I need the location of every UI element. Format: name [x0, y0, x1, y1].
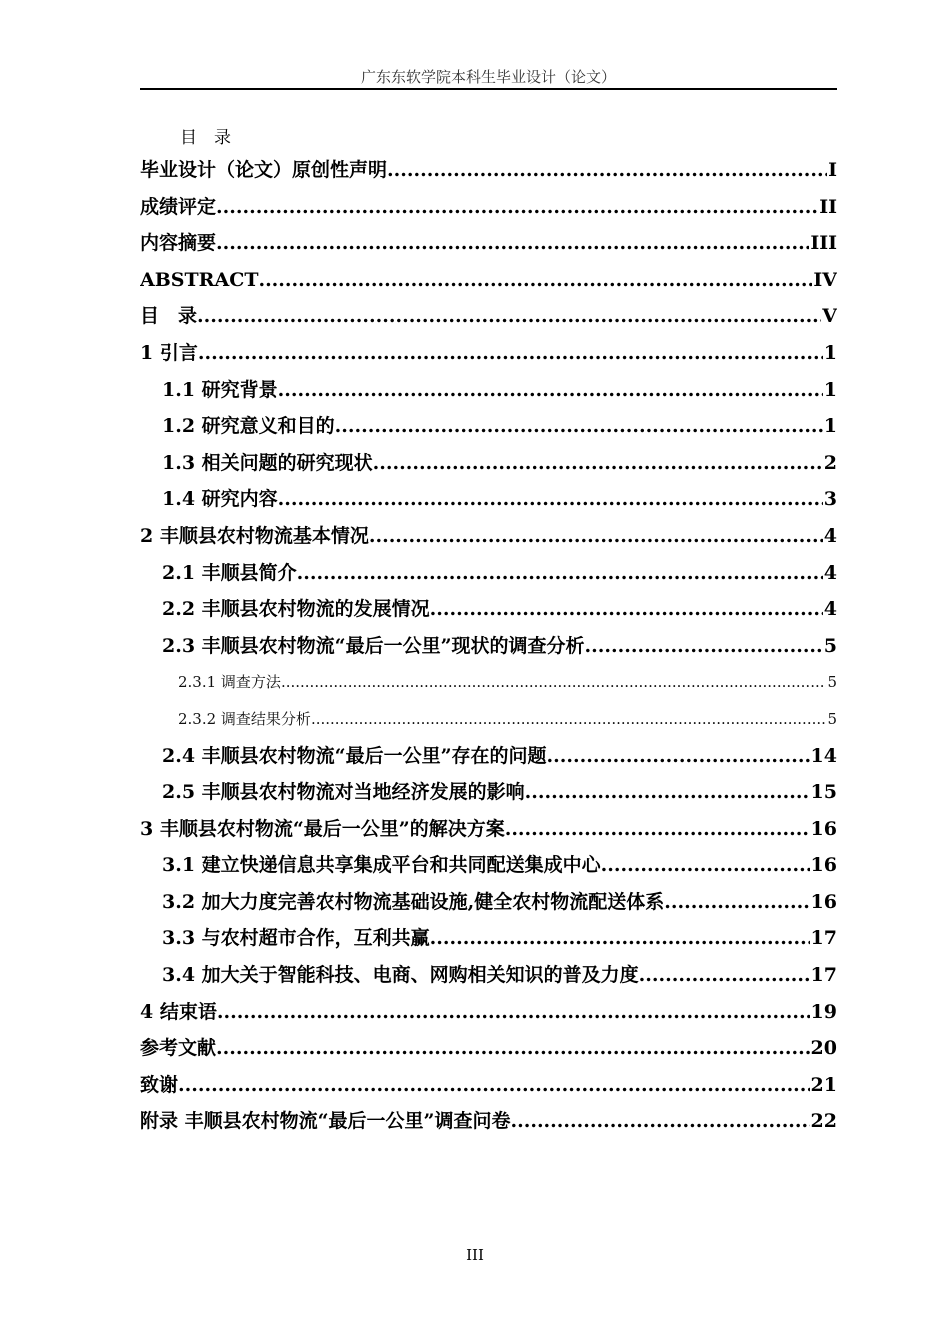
toc-entry-label: 1.3 相关问题的研究现状: [162, 451, 373, 474]
toc-leader-dots: [369, 518, 823, 555]
toc-entry-label: 参考文献: [140, 1037, 217, 1060]
toc-entry[interactable]: [140, 994, 837, 1031]
toc-entry[interactable]: [140, 957, 837, 994]
toc-entry-label: 3.4 加大关于智能科技、电商、网购相关知识的普及力度: [162, 964, 639, 987]
toc-entry-label: 附录 丰顺县农村物流“最后一公里”调查问卷: [140, 1110, 511, 1133]
toc-entry-page: 21: [810, 1073, 837, 1096]
toc-entry-page: 17: [810, 964, 837, 987]
toc-entry-page: V: [822, 305, 837, 328]
toc-entry-page: 5: [827, 709, 837, 728]
toc-entry-label: 成绩评定: [140, 195, 217, 218]
toc-entry[interactable]: [140, 847, 837, 884]
toc-entry-page: 1: [823, 378, 837, 401]
toc-entry[interactable]: [140, 738, 837, 775]
toc-entry-page: 2: [823, 451, 837, 474]
toc-leader-dots: [311, 701, 827, 738]
toc-entry-page: 16: [810, 890, 837, 913]
toc-leader-dots: [430, 591, 823, 628]
toc-leader-dots: [639, 957, 810, 994]
toc-leader-dots: [601, 847, 810, 884]
toc-leader-dots: [258, 262, 812, 299]
page-header-title: 广东东软学院本科生毕业设计（论文）: [360, 68, 616, 86]
toc-entry[interactable]: [140, 774, 837, 811]
toc-entry-label: ABSTRACT: [140, 268, 259, 291]
toc-entry[interactable]: [140, 335, 837, 372]
toc-entry[interactable]: [140, 701, 837, 738]
toc-entry-label: 2.4 丰顺县农村物流“最后一公里”存在的问题: [162, 744, 547, 767]
toc-entry[interactable]: [140, 884, 837, 921]
toc-entry[interactable]: [140, 298, 837, 335]
toc-entry[interactable]: [140, 628, 837, 665]
toc-entry[interactable]: [140, 664, 837, 701]
toc-entry-page: 14: [810, 744, 837, 767]
toc-entry-label: 毕业设计（论文）原创性声明: [140, 159, 388, 181]
toc-entry-page: 1: [823, 341, 837, 364]
toc-entry[interactable]: [140, 555, 837, 592]
toc-entry-page: 15: [810, 781, 837, 804]
toc-entry-label: 3.2 加大力度完善农村物流基础设施,健全农村物流配送体系: [162, 890, 665, 913]
toc-entry-label: 2.3.1 调查方法: [178, 673, 281, 692]
header-rule: [140, 88, 837, 90]
toc-leader-dots: [216, 189, 818, 226]
toc-entry-label: 内容摘要: [140, 232, 217, 255]
toc-leader-dots: [281, 664, 827, 701]
toc-leader-dots: [217, 994, 810, 1031]
toc-entry-page: 22: [810, 1110, 837, 1133]
toc-entry-page: 20: [810, 1037, 837, 1060]
toc-leader-dots: [278, 481, 823, 518]
toc-leader-dots: [430, 920, 810, 957]
toc-leader-dots: [197, 298, 821, 335]
toc-entry-label: 2.1 丰顺县简介: [162, 561, 297, 584]
toc-entry-page: 1: [823, 415, 837, 438]
toc-entry[interactable]: [140, 920, 837, 957]
toc-leader-dots: [373, 445, 823, 482]
toc-entry[interactable]: [140, 591, 837, 628]
page-number: III: [466, 1246, 484, 1264]
toc-leader-dots: [664, 884, 809, 921]
toc-entry-label: 目 录: [140, 305, 198, 328]
toc-entry-page: 17: [810, 927, 837, 950]
toc-leader-dots: [335, 408, 823, 445]
toc-leader-dots: [525, 774, 810, 811]
toc-entry-label: 1.1 研究背景: [162, 378, 278, 401]
toc-leader-dots: [387, 152, 827, 189]
toc-entry-page: 5: [823, 634, 837, 657]
toc-entry-label: 3.3 与农村超市合作，互利共赢: [162, 927, 430, 950]
toc-entry[interactable]: [140, 811, 837, 848]
toc-entry[interactable]: [140, 1103, 837, 1140]
toc-leader-dots: [216, 225, 809, 262]
toc-entry[interactable]: [140, 1067, 837, 1104]
toc-entry-label: 2.2 丰顺县农村物流的发展情况: [162, 598, 430, 621]
toc-entry-label: 1.4 研究内容: [162, 488, 278, 511]
toc-entry[interactable]: [140, 152, 837, 189]
toc-entry-label: 2.3.2 调查结果分析: [178, 709, 311, 728]
toc-entry-label: 2 丰顺县农村物流基本情况: [140, 524, 369, 547]
toc-entry-label: 致谢: [140, 1073, 179, 1096]
toc-entry-label: 2.3 丰顺县农村物流“最后一公里”现状的调查分析: [162, 634, 585, 657]
toc-entry-page: 16: [810, 854, 837, 877]
toc-entry-page: I: [828, 159, 837, 181]
toc-leader-dots: [585, 628, 823, 665]
toc-entry[interactable]: [140, 1030, 837, 1067]
toc-leader-dots: [505, 811, 810, 848]
toc-leader-dots: [510, 1103, 809, 1140]
toc-entry[interactable]: [140, 408, 837, 445]
toc-leader-dots: [216, 1030, 810, 1067]
toc-entry-page: 16: [810, 817, 837, 840]
toc-entry-label: 4 结束语: [140, 1000, 217, 1023]
toc-entry-label: 2.5 丰顺县农村物流对当地经济发展的影响: [162, 781, 525, 804]
toc-entry[interactable]: [140, 225, 837, 262]
toc-entry-page: IV: [813, 268, 837, 291]
toc-entry-page: 4: [823, 561, 837, 584]
toc-entry[interactable]: [140, 518, 837, 555]
toc-leader-dots: [198, 335, 823, 372]
toc-leader-dots: [178, 1067, 810, 1104]
toc-entry[interactable]: [140, 481, 837, 518]
toc-entry-page: 19: [810, 1000, 837, 1023]
table-of-contents: [140, 152, 837, 1140]
toc-entry-page: 3: [823, 488, 837, 511]
toc-entry[interactable]: [140, 262, 837, 299]
toc-entry[interactable]: [140, 445, 837, 482]
toc-leader-dots: [297, 555, 823, 592]
toc-leader-dots: [547, 738, 810, 775]
toc-entry-page: III: [810, 232, 837, 255]
toc-leader-dots: [278, 372, 823, 409]
toc-entry-label: 1.2 研究意义和目的: [162, 415, 335, 438]
toc-entry-label: 1 引言: [140, 341, 198, 364]
toc-entry-page: 5: [827, 673, 837, 692]
toc-entry-page: 4: [823, 524, 837, 547]
toc-entry[interactable]: [140, 372, 837, 409]
toc-entry-page: II: [819, 195, 837, 218]
toc-entry[interactable]: [140, 189, 837, 226]
toc-entry-label: 3.1 建立快递信息共享集成平台和共同配送集成中心: [162, 854, 601, 877]
toc-entry-label: 3 丰顺县农村物流“最后一公里”的解决方案: [140, 817, 505, 840]
toc-entry-page: 4: [823, 598, 837, 621]
toc-title: 目 录: [180, 128, 231, 148]
